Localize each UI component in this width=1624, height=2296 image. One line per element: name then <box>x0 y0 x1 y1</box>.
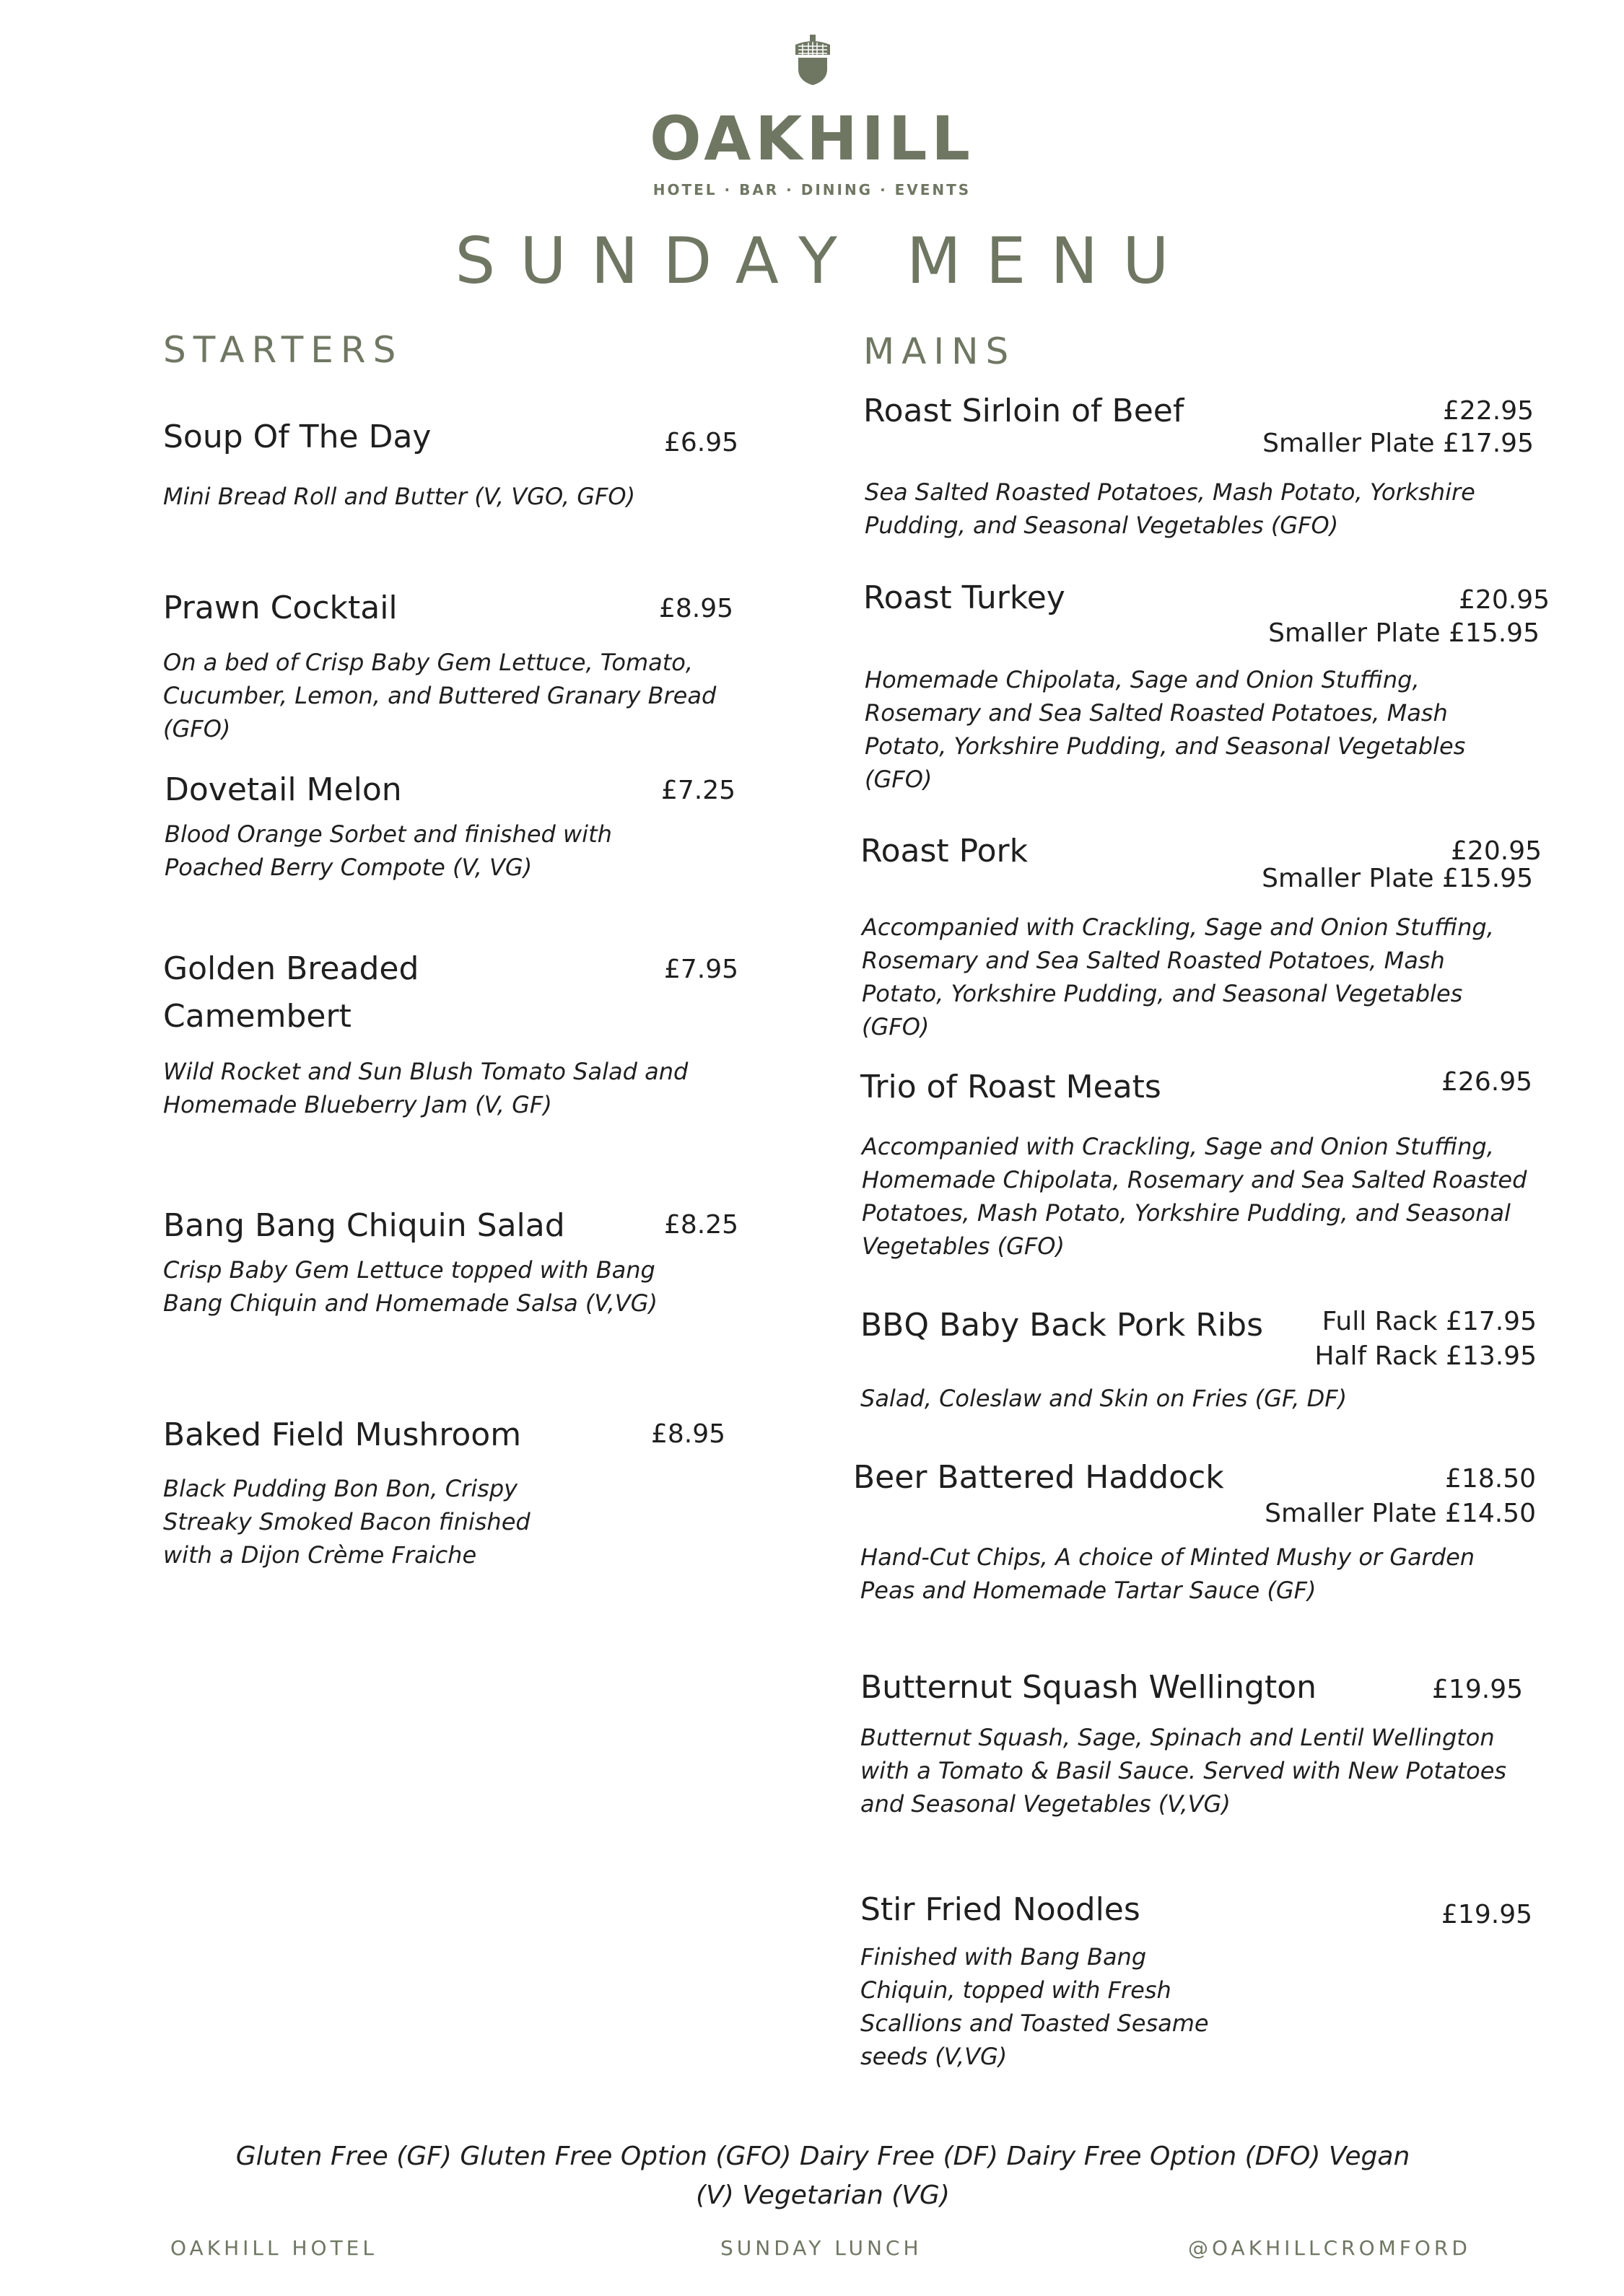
starter-price: £8.25 <box>664 1210 739 1240</box>
main-desc: Accompanied with Crackling, Sage and Onion Stuffing, Rosemary and Sea Salted Roasted Potatoes, Mash Potato, Yorkshire Pudding, and Seasonal Vegetables (GFO) <box>862 913 1494 1040</box>
brand-name: OAKHILL <box>650 103 974 174</box>
main-desc: Homemade Chipolata, Sage and Onion Stuffing, Rosemary and Sea Salted Roasted Potatoes, Mash Potato, Yorkshire Pudding, and Seasonal Vegetables (GFO) <box>865 666 1466 793</box>
starter-desc: Black Pudding Bon Bon, Crispy Streaky Smoked Bacon finished with a Dijon Crème Fraiche <box>163 1475 531 1569</box>
mains-title: MAINS <box>863 330 1016 372</box>
main-price-smaller: Half Rack £13.95 <box>1314 1341 1537 1371</box>
main-price: £20.95 <box>1451 836 1542 866</box>
footer-hotel: OAKHILL HOTEL <box>170 2236 377 2260</box>
starter-name: Baked Field Mushroom <box>163 1416 522 1453</box>
main-desc: Hand-Cut Chips, A choice of Minted Mushy or Garden Peas and Homemade Tartar Sauce (GF) <box>860 1543 1475 1604</box>
main-name: Beer Battered Haddock <box>853 1459 1224 1496</box>
main-price: £22.95 <box>1443 396 1534 426</box>
main-name: BBQ Baby Back Pork Ribs <box>860 1307 1263 1344</box>
main-name: Roast Sirloin of Beef <box>863 393 1184 429</box>
main-name: Roast Turkey <box>863 579 1065 616</box>
acorn-icon <box>793 35 833 87</box>
main-price: £26.95 <box>1441 1067 1532 1097</box>
starter-desc: On a bed of Crisp Baby Gem Lettuce, Tomato, Cucumber, Lemon, and Buttered Granary Bread (GFO) <box>163 649 717 742</box>
main-desc: Butternut Squash, Sage, Spinach and Lentil Wellington with a Tomato & Basil Sauce. Served with New Potatoes and Seasonal Vegetables (V,VG) <box>860 1724 1507 1818</box>
starter-name: Prawn Cocktail <box>163 590 398 626</box>
main-name: Trio of Roast Meats <box>860 1069 1161 1105</box>
brand-tagline: HOTEL · BAR · DINING · EVENTS <box>652 181 972 198</box>
main-desc: Finished with Bang Bang Chiquin, topped with Fresh Scallions and Toasted Sesame seeds (V,VG) <box>860 1943 1209 2070</box>
starter-price: £7.95 <box>664 955 739 984</box>
footer-social-handle: @OAKHILLCROMFORD <box>1188 2236 1471 2260</box>
starter-price: £7.25 <box>661 776 736 805</box>
starter-desc: Wild Rocket and Sun Blush Tomato Salad and Homemade Blueberry Jam (V, GF) <box>163 1058 689 1118</box>
main-price: £18.50 <box>1445 1464 1536 1494</box>
menu-title: SUNDAY MENU <box>455 224 1194 298</box>
main-desc: Salad, Coleslaw and Skin on Fries (GF, DF) <box>860 1385 1348 1412</box>
main-price-smaller: Smaller Plate £15.95 <box>1262 864 1533 893</box>
main-name: Butternut Squash Wellington <box>860 1669 1317 1706</box>
main-price-smaller: Smaller Plate £14.50 <box>1265 1499 1536 1528</box>
main-price: £19.95 <box>1441 1900 1532 1929</box>
starter-desc: Blood Orange Sorbet and finished with Poached Berry Compote (V, VG) <box>165 820 612 881</box>
starter-name: Golden Breaded Camembert <box>163 950 419 1035</box>
main-name: Stir Fried Noodles <box>860 1891 1140 1928</box>
main-price: Full Rack £17.95 <box>1322 1307 1537 1336</box>
main-price: £20.95 <box>1459 585 1550 615</box>
starter-price: £6.95 <box>664 428 739 457</box>
starters-title: STARTERS <box>163 329 403 371</box>
starter-price: £8.95 <box>659 594 734 623</box>
main-desc: Accompanied with Crackling, Sage and Onion Stuffing, Homemade Chipolata, Rosemary and Sea Salted Roasted Potatoes, Mash Potato, Yorkshire Pudding, and Seasonal Vegetables (GFO) <box>862 1133 1527 1260</box>
starter-name: Soup Of The Day <box>163 419 432 455</box>
starter-desc: Mini Bread Roll and Butter (V, VGO, GFO) <box>163 483 636 510</box>
main-desc: Sea Salted Roasted Potatoes, Mash Potato, Yorkshire Pudding, and Seasonal Vegetables (GFO) <box>865 478 1475 539</box>
starter-name: Bang Bang Chiquin Salad <box>163 1207 565 1244</box>
dietary-legend: Gluten Free (GF) Gluten Free Option (GFO) Dairy Free (DF) Dairy Free Option (DFO) Vegan (V) Vegetarian (VG) <box>235 2142 1410 2210</box>
starter-price: £8.95 <box>651 1419 726 1449</box>
main-price-smaller: Smaller Plate £15.95 <box>1268 618 1540 648</box>
main-price: £19.95 <box>1432 1675 1523 1704</box>
footer-sunday-lunch: SUNDAY LUNCH <box>720 2236 922 2260</box>
starter-desc: Crisp Baby Gem Lettuce topped with Bang Bang Chiquin and Homemade Salsa (V,VG) <box>163 1256 658 1317</box>
main-price-smaller: Smaller Plate £17.95 <box>1262 429 1534 458</box>
starter-name: Dovetail Melon <box>165 771 402 808</box>
main-name: Roast Pork <box>860 833 1029 869</box>
